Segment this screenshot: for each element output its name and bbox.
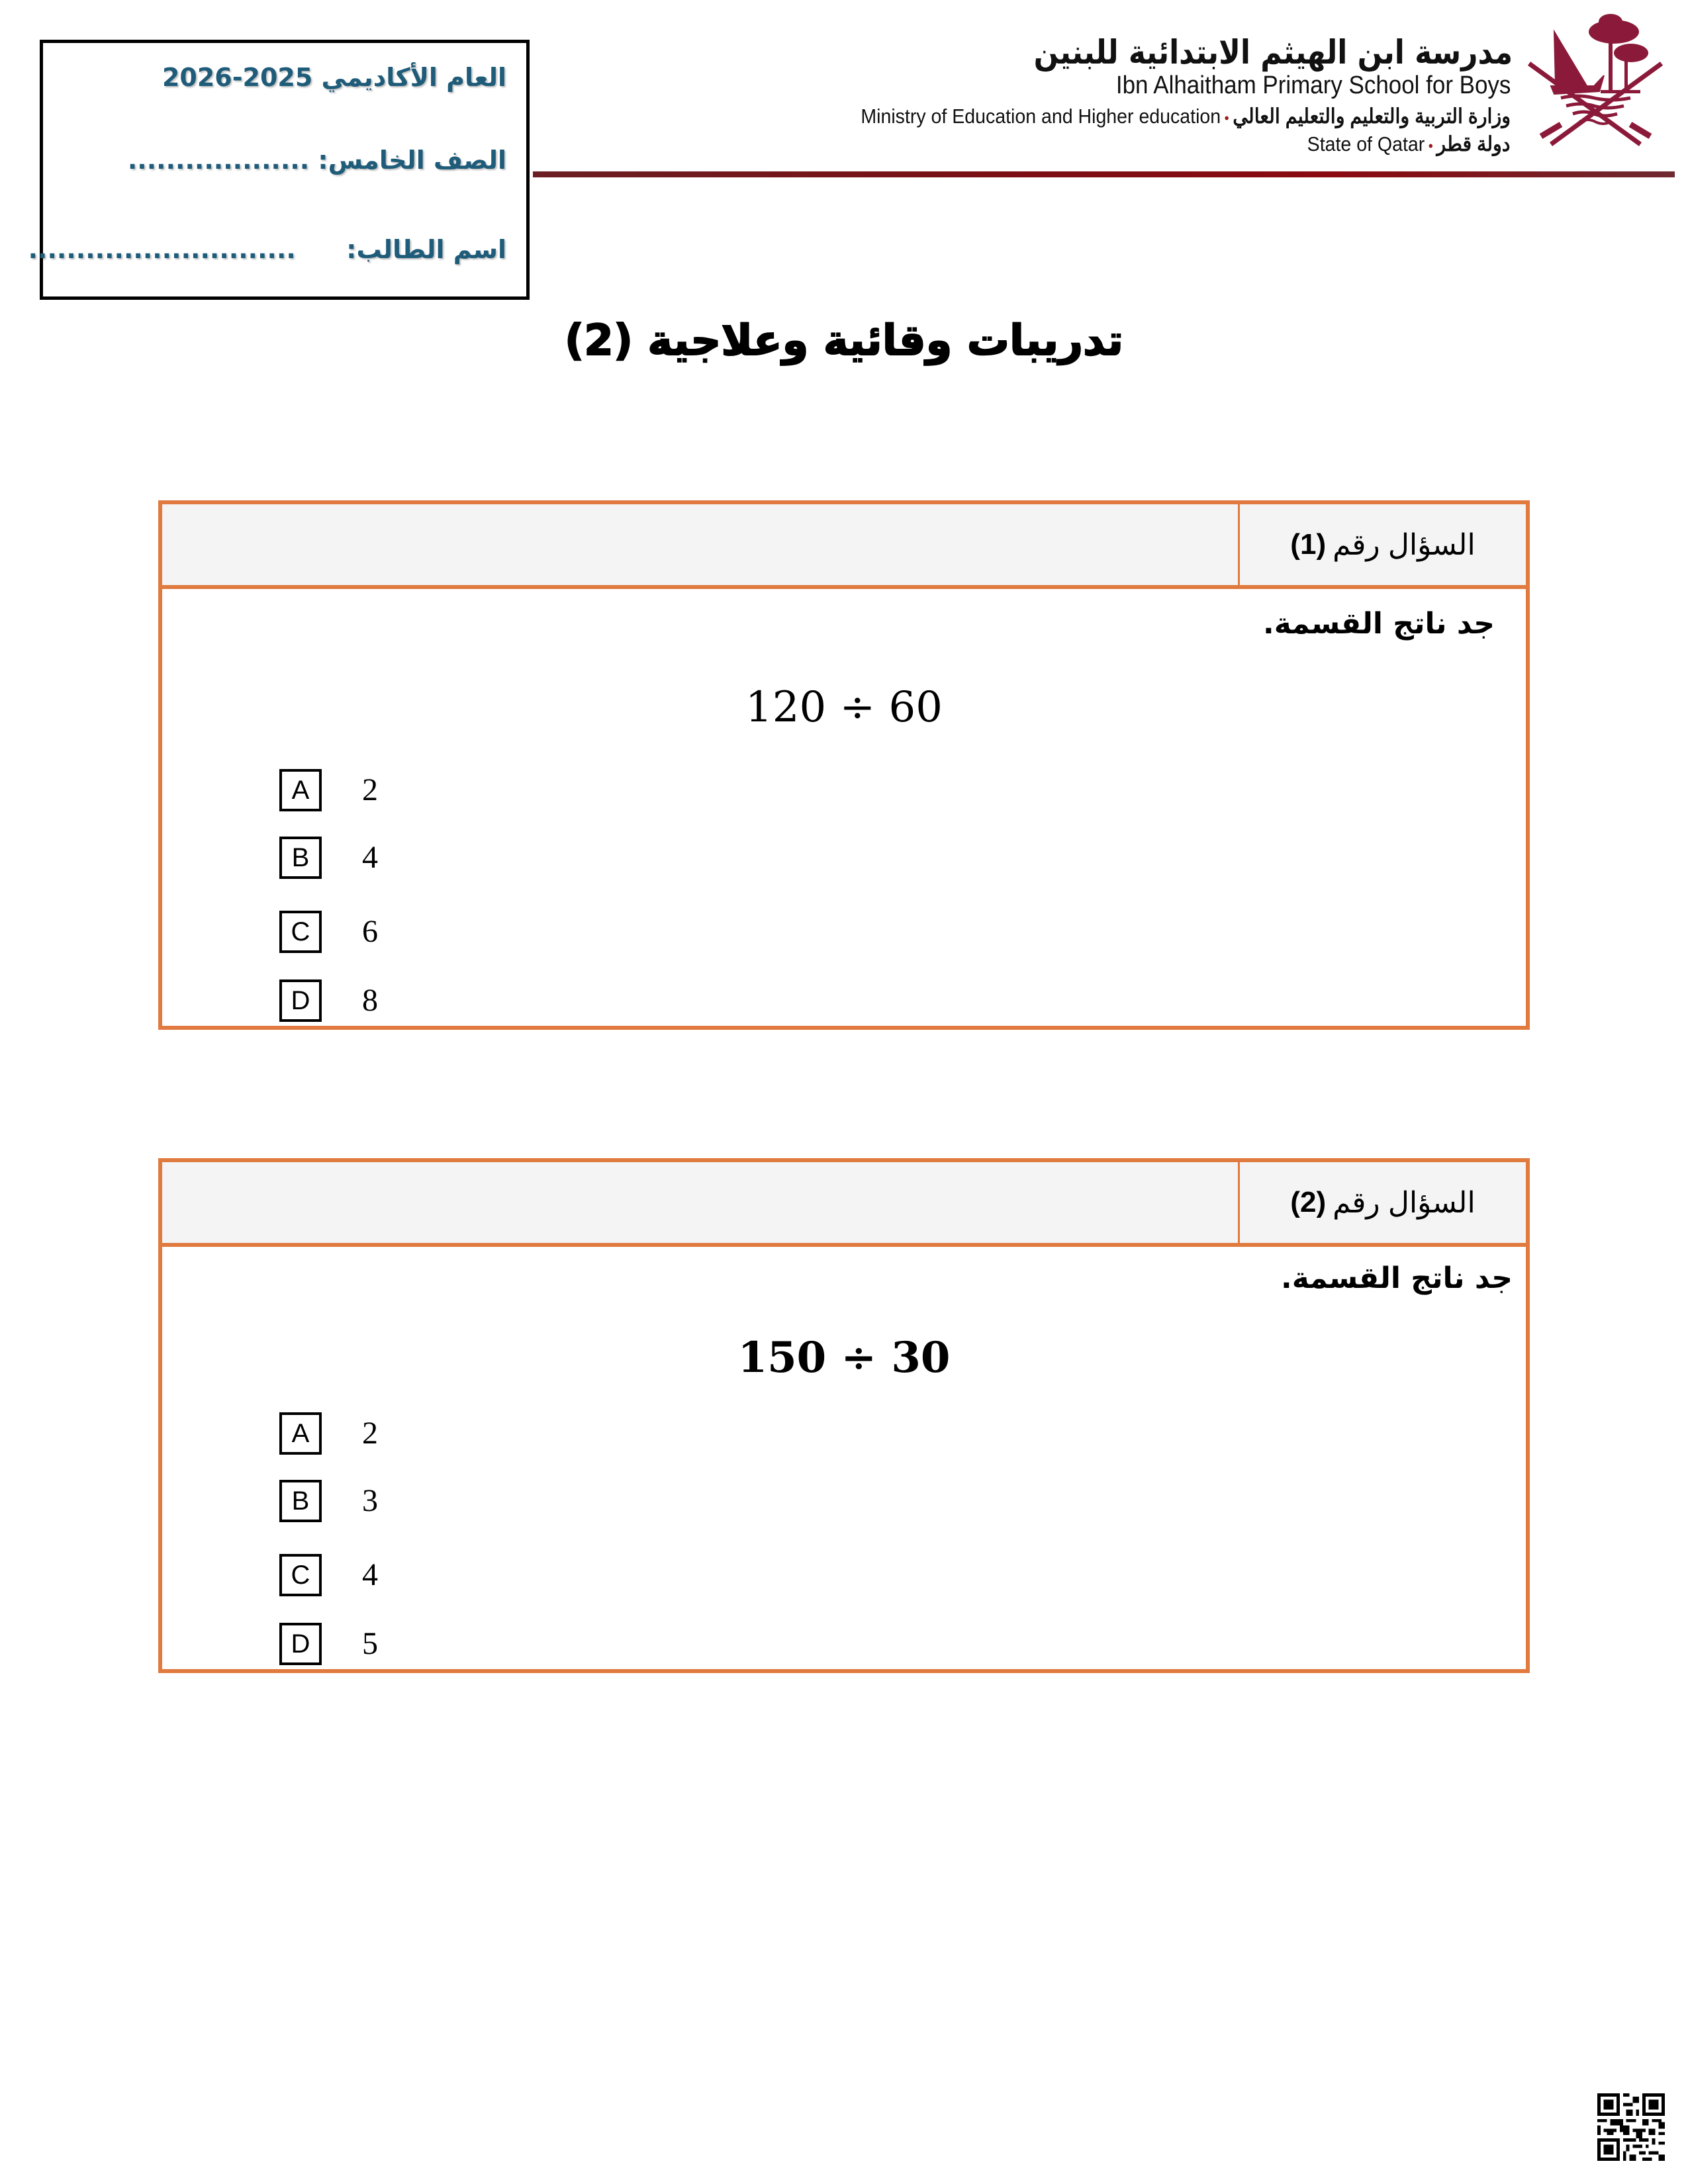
question-label-text: السؤال رقم xyxy=(1333,1186,1476,1219)
question-number-label xyxy=(1240,504,1526,585)
option-d-box[interactable]: D xyxy=(279,1623,322,1665)
ministry-arabic: وزارة التربية والتعليم والتعليم العالي xyxy=(1233,105,1511,128)
grade-label: الصف الخامس: xyxy=(318,146,506,175)
bullet-icon: • xyxy=(1224,110,1229,126)
option-a-box[interactable]: A xyxy=(279,1412,322,1455)
question-number: (1) xyxy=(1290,528,1327,561)
question-number: (2) xyxy=(1290,1186,1327,1218)
option-a-value: 2 xyxy=(362,772,378,807)
option-c-value: 6 xyxy=(362,914,378,949)
grade-line xyxy=(128,146,506,175)
page-title: تدريبات وقائية وعلاجية (2) xyxy=(564,316,1124,365)
option-a-box[interactable]: A xyxy=(279,769,322,811)
ministry-line xyxy=(861,105,1511,128)
option-b-value: 3 xyxy=(362,1483,378,1518)
student-name-field[interactable]: ............................ xyxy=(28,235,296,264)
question-card-2 xyxy=(158,1158,1530,1673)
question-card-1 xyxy=(158,500,1530,1030)
option-b-box[interactable]: B xyxy=(279,837,322,879)
option-d-box[interactable]: D xyxy=(279,979,322,1022)
grade-field[interactable]: ................... xyxy=(127,146,310,175)
state-arabic: دولة قطر xyxy=(1436,132,1511,156)
question-header-blank xyxy=(162,504,1240,585)
school-name-arabic: مدرسة ابن الهيثم الابتدائية للبنين xyxy=(1033,33,1513,71)
question-prompt: جد ناتج القسمة. xyxy=(1263,607,1495,641)
option-a-value: 2 xyxy=(362,1416,378,1451)
option-c-value: 4 xyxy=(362,1557,378,1592)
question-number-label xyxy=(1240,1162,1526,1243)
student-name-label: اسم الطالب: xyxy=(346,235,506,264)
state-line xyxy=(1307,132,1511,156)
student-info-box xyxy=(28,40,530,300)
header-divider xyxy=(533,171,1675,177)
ministry-english: Ministry of Education and Higher education xyxy=(861,105,1221,128)
student-name-line xyxy=(28,235,506,264)
academic-year: العام الأكاديمي 2025-2026 xyxy=(162,63,506,92)
option-b-value: 4 xyxy=(362,840,378,875)
question-label-text: السؤال رقم xyxy=(1333,528,1476,561)
option-c-box[interactable]: C xyxy=(279,911,322,953)
qatar-emblem-icon xyxy=(1515,12,1677,152)
option-c-box[interactable]: C xyxy=(279,1554,322,1596)
qr-code-icon xyxy=(1597,2093,1665,2161)
state-english: State of Qatar xyxy=(1307,132,1425,156)
question-header xyxy=(162,504,1526,589)
question-header xyxy=(162,1162,1526,1247)
bullet-icon: • xyxy=(1429,138,1434,154)
option-d-value: 8 xyxy=(362,983,378,1018)
math-expression: 150 ÷ 30 xyxy=(737,1333,951,1383)
question-header-blank xyxy=(162,1162,1240,1243)
school-name-english: Ibn Alhaitham Primary School for Boys xyxy=(1115,71,1511,99)
question-prompt: جد ناتج القسمة. xyxy=(1281,1261,1513,1295)
option-d-value: 5 xyxy=(362,1626,378,1661)
option-b-box[interactable]: B xyxy=(279,1480,322,1522)
math-expression: 120 ÷ 60 xyxy=(745,683,943,732)
